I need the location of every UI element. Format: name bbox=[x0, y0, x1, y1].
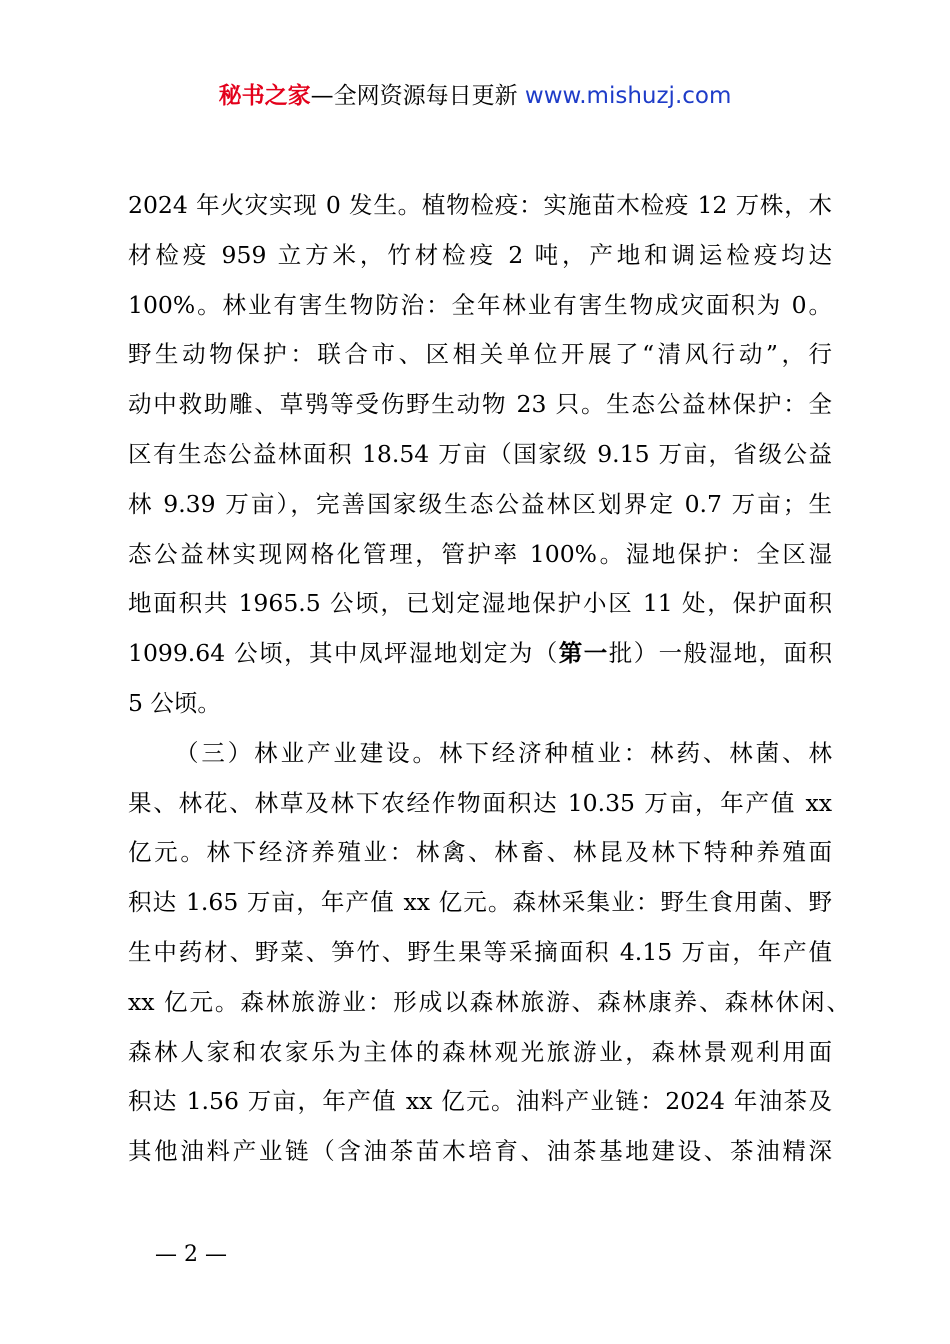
text-line: 积达 1.65 万亩，年产值 xx 亿元。森林采集业：野生食用菌、野 bbox=[128, 888, 832, 917]
text-line: 野生动物保护：联合市、区相关单位开展了“清风行动”，行 bbox=[128, 340, 832, 369]
text-line: 其他油料产业链（含油茶苗木培育、油茶基地建设、茶油精深 bbox=[128, 1137, 832, 1166]
document-body bbox=[128, 181, 850, 1177]
text-line: 生中药材、野菜、笋竹、野生果等采摘面积 4.15 万亩，年产值 bbox=[128, 937, 832, 966]
site-tagline: —全网资源每日更新 bbox=[310, 83, 518, 109]
text-line: 100%。林业有害生物防治：全年林业有害生物成灾面积为 0。 bbox=[128, 290, 832, 319]
text-line: 地面积共 1965.5 公顷，已划定湿地保护小区 11 处，保护面积 bbox=[128, 589, 832, 618]
site-header bbox=[0, 80, 950, 112]
text-line: 5 公顷。 bbox=[128, 688, 221, 717]
text-segment: 1099.64 公顷，其中凤坪湿地划定为（ bbox=[128, 639, 559, 668]
text-line: 区有生态公益林面积 18.54 万亩（国家级 9.15 万亩，省级公益 bbox=[128, 439, 832, 468]
text-line bbox=[128, 629, 832, 679]
text-line: 积达 1.56 万亩，年产值 xx 亿元。油料产业链：2024 年油茶及 bbox=[128, 1087, 832, 1116]
page-number: — 2 — bbox=[155, 1242, 227, 1267]
text-line: 森林人家和农家乐为主体的森林观光旅游业，森林景观利用面 bbox=[128, 1037, 832, 1066]
text-line: xx 亿元。森林旅游业：形成以森林旅游、森林康养、森林休闲、 bbox=[128, 987, 850, 1016]
text-line: 态公益林实现网格化管理，管护率 100%。湿地保护：全区湿 bbox=[128, 539, 832, 568]
text-line: 动中救助雕、草鸮等受伤野生动物 23 只。生态公益林保护：全 bbox=[128, 390, 832, 419]
text-line: 亿元。林下经济养殖业：林禽、林畜、林昆及林下特种养殖面 bbox=[128, 838, 832, 867]
text-line: 材检疫 959 立方米，竹材检疫 2 吨，产地和调运检疫均达 bbox=[128, 240, 832, 269]
bold-text: 第一 bbox=[558, 639, 609, 668]
text-line: 果、林花、林草及林下农经作物面积达 10.35 万亩，年产值 xx bbox=[128, 788, 832, 817]
text-segment: 批）一般湿地，面积 bbox=[608, 639, 832, 668]
text-line: 林 9.39 万亩），完善国家级生态公益林区划界定 0.7 万亩；生 bbox=[128, 489, 832, 518]
text-line: 2024 年火灾实现 0 发生。植物检疫：实施苗木检疫 12 万株，木 bbox=[128, 191, 832, 219]
site-url-link[interactable]: www.mishuzj.com bbox=[524, 83, 732, 109]
section-heading-line: （三）林业产业建设。林下经济种植业：林药、林菌、林 bbox=[175, 738, 832, 767]
site-brand: 秘书之家 bbox=[218, 83, 311, 109]
